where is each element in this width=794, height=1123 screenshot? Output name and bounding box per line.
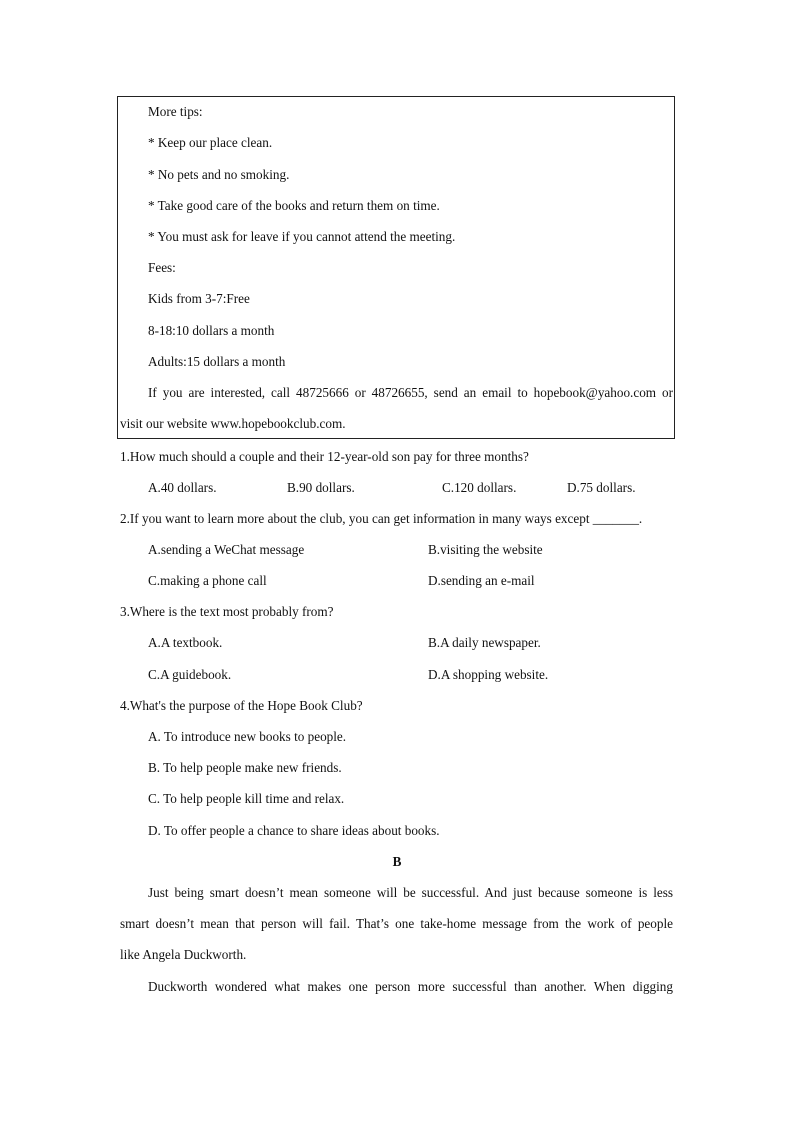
answer-option: A.40 dollars. bbox=[148, 480, 217, 495]
answer-option: B.visiting the website bbox=[428, 542, 543, 557]
tip-item: * You must ask for leave if you cannot attend the meeting. bbox=[148, 229, 456, 244]
contact-line: visit our website www.hopebookclub.com. bbox=[120, 416, 346, 431]
answer-option: A.A textbook. bbox=[148, 635, 223, 650]
fee-item: 8-18:10 dollars a month bbox=[148, 323, 275, 338]
answer-option: D.A shopping website. bbox=[428, 667, 549, 682]
paragraph-line: smart doesn’t mean that person will fail. That’s one take-home message from the work of people bbox=[120, 916, 673, 931]
section-heading: B bbox=[392, 854, 402, 869]
paragraph-line: Duckworth wondered what makes one person more successful than another. When digging bbox=[148, 979, 673, 994]
question-stem: 3.Where is the text most probably from? bbox=[120, 604, 334, 619]
tip-item: * Keep our place clean. bbox=[148, 135, 273, 150]
paragraph-line: like Angela Duckworth. bbox=[120, 947, 247, 962]
tip-item: * Take good care of the books and return them on time. bbox=[148, 198, 440, 213]
question-stem: 1.How much should a couple and their 12-year-old son pay for three months? bbox=[120, 449, 529, 464]
answer-option: B.A daily newspaper. bbox=[428, 635, 541, 650]
answer-option: B. To help people make new friends. bbox=[148, 760, 342, 775]
answer-option: C.making a phone call bbox=[148, 573, 267, 588]
answer-option: C. To help people kill time and relax. bbox=[148, 791, 345, 806]
tips-heading: More tips: bbox=[148, 104, 203, 119]
fee-item: Adults:15 dollars a month bbox=[148, 354, 286, 369]
answer-option: D. To offer people a chance to share ideas about books. bbox=[148, 823, 440, 838]
answer-option: B.90 dollars. bbox=[287, 480, 355, 495]
fee-item: Kids from 3-7:Free bbox=[148, 291, 250, 306]
answer-option: D.75 dollars. bbox=[567, 480, 636, 495]
fees-heading: Fees: bbox=[148, 260, 176, 275]
answer-option: C.A guidebook. bbox=[148, 667, 232, 682]
question-stem: 4.What's the purpose of the Hope Book Club? bbox=[120, 698, 363, 713]
answer-option: A. To introduce new books to people. bbox=[148, 729, 347, 744]
tip-item: * No pets and no smoking. bbox=[148, 167, 290, 182]
answer-option: C.120 dollars. bbox=[442, 480, 517, 495]
paragraph-line: Just being smart doesn’t mean someone will be successful. And just because someone is less bbox=[148, 885, 673, 900]
answer-option: A.sending a WeChat message bbox=[148, 542, 305, 557]
contact-line: If you are interested, call 48725666 or 48726655, send an email to hopebook@yahoo.com or bbox=[148, 385, 673, 400]
answer-option: D.sending an e-mail bbox=[428, 573, 535, 588]
question-stem: 2.If you want to learn more about the club, you can get information in many ways except _______. bbox=[120, 511, 643, 526]
